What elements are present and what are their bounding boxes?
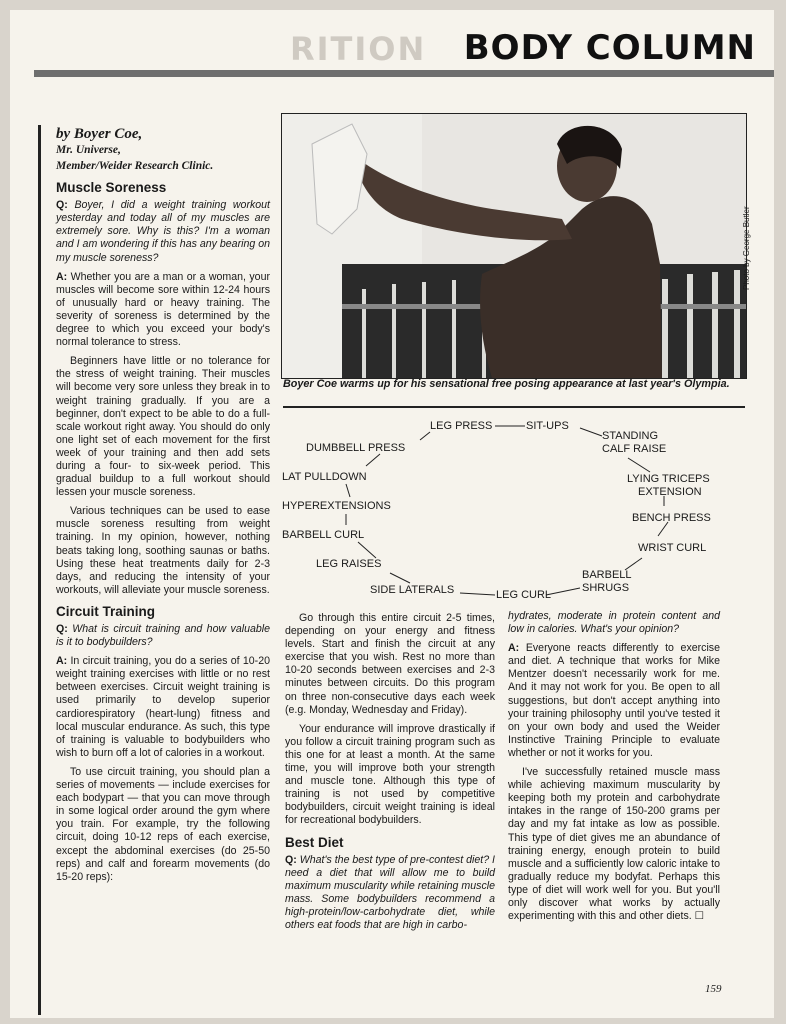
paragraph-beginners: Beginners have little or no tolerance for the stress of weight training. Their muscles will become very sore unless they break in to weight training gradually. If you are a beginner, don't expect to be able to do a full-scale workout right away. You should do only one light set of each movement for the first week of your training and then add sets during a four- to six-week period. This gradual buildup to a full workout should lessen your muscle soreness. [56,355,270,499]
question-text: What's the best type of pre-contest diet? I need a diet that will allow me to build maximum muscularity while retaining muscle mass. Some bodybuilders recommend a high-protein/low-carbohydrate diet, while others eat foods that are high in carbo- [285,853,495,932]
heading-best-diet: Best Diet [285,834,344,850]
boyer-coe-photo [281,113,747,379]
photo-credit: Photo by George Butler [742,206,751,290]
circuit-dumbbell-press: DUMBBELL PRESS [306,442,406,454]
column-1 [56,128,270,890]
author-byline: by Boyer Coe, [56,126,143,142]
paragraph-endurance: Your endurance will improve drastically if you follow a circuit training program such as this one for at least a month. At the same time, you will improve both your strength and muscle tone. Although this type of training is not used by competitive bodybuilders, circuit weight training is ideal for recreational bodybuilders. [285,722,495,827]
circuit-leg-raises: LEG RAISES [316,558,382,570]
paragraph-retained-muscle: I've successfully retained muscle mass while achieving maximum muscularity by keeping both my protein and carbohydrate intakes in the range of 150-200 grams per day and my fat intake as low as possible. This type of diet gives me an abundance of training energy, enough protein to build muscle and a sufficiently low caloric intake to gradually reduce my bodyfat. Perhaps this type of diet will work well for you. But you'll only discover what works by actually experimenting with this and other diets. ☐ [508,766,720,923]
circuit-sit-ups: SIT-UPS [526,420,569,432]
author-title-2: Member/Weider Research Clinic. [56,160,214,173]
answer-diet [508,642,720,760]
q-label: Q: [56,623,68,635]
page-number: 159 [705,983,722,995]
column-2 [285,612,495,938]
circuit-diagram [280,410,745,605]
ghost-heading: RITION [290,30,427,68]
circuit-leg-press: LEG PRESS [430,420,493,432]
answer-soreness [56,271,270,350]
a-label: A: [508,642,520,655]
circuit-barbell-shrugs-2: SHRUGS [582,582,630,594]
question-diet [285,854,495,933]
circuit-standing-calf-2: CALF RAISE [602,443,667,455]
answer-text: Everyone reacts differently to exercise and diet. A technique that works for Mike Mentzer doesn't necessarily work for me. And it may not work for you. Be open to all suggestions, but don't accept anything into your training philosophy until you've tested it on your own body and used the Weider Instinctive Training Principle to evaluate whether or not it works for you. [508,642,720,759]
circuit-side-laterals: SIDE LATERALS [370,584,455,596]
paragraph-use-circuit: To use circuit training, you should plan a series of movements — include exercises for each bodypart — that you can move through in some logical order around the gym where you train. For example, try the following circuit, doing 10-12 reps of each exercise, except the abdominal exercises (do 25-50 reps) and calf and forearm movements (do 15-20 reps): [56,765,270,883]
heading-circuit-training: Circuit Training [56,603,156,619]
circuit-lying-triceps-1: LYING TRICEPS [627,473,710,485]
circuit-lying-triceps-2: EXTENSION [638,486,702,498]
a-label: A: [56,270,68,283]
circuit-lat-pulldown: LAT PULLDOWN [282,471,367,483]
circuit-barbell-curl: BARBELL CURL [282,529,365,541]
photo-caption: Boyer Coe warms up for his sensational free posing appearance at last year's Olympia. [283,378,730,390]
circuit-standing-calf-1: STANDING [602,430,659,442]
caption-rule [283,406,745,408]
paragraph-techniques: Various techniques can be used to ease muscle soreness resulting from weight training. In my opinion, however, nothing beats taking long, soothing saunas or baths. Using these heat treatments daily for 2-3 days, and reducing the intensity of your workouts, will alleviate your muscle soreness. [56,505,270,596]
q-label: Q: [56,199,68,212]
paragraph-go-through: Go through this entire circuit 2-5 times, depending on your energy and fitness levels. Start and finish the circuit at any exercise that you wish. Rest no more than 10-20 seconds between exercises and 2-3 minutes between circuits. Do this program on three non-consecutive days each week (e.g. Monday, Wednesday and Friday). [285,612,495,716]
column-3 [508,610,720,929]
heading-muscle-soreness: Muscle Soreness [56,180,167,196]
circuit-hyperextensions: HYPEREXTENSIONS [282,500,391,512]
author-title-1: Mr. Universe, [56,144,121,157]
answer-text: Whether you are a man or a woman, your muscles will become sore within 12-24 hours of unusually hard or heavy training. The severity of soreness is determined by the degree to which you exceed your body's normal tolerance to stress. [56,270,270,349]
circuit-bench-press: BENCH PRESS [632,512,711,524]
question-circuit [56,623,270,649]
circuit-barbell-shrugs-1: BARBELL [582,569,632,581]
question-text: What is circuit training and how valuable is it to bodybuilders? [56,623,270,649]
q-label: Q: [285,853,297,866]
question-diet-continued: hydrates, moderate in protein content and low in calories. What's your opinion? [508,610,720,636]
answer-text: In circuit training, you do a series of 10-20 weight training exercises with little or no rest between exercises. Circuit weight training is used primarily to develop superior cardiorespiratory (heart-lung) fitness and local muscular endurance. As such, this type of training is valuable to bodybuilders who wish to burn off a lot of calories in a workout. [56,655,270,759]
answer-circuit [56,655,270,760]
question-text: Boyer, I did a weight training workout yesterday and today all of my muscles are extremely sore. Why is this? I'm a woman and I am wondering if this has any bearing on my muscle soreness? [56,199,270,264]
circuit-wrist-curl: WRIST CURL [638,542,707,554]
a-label: A: [56,655,68,668]
left-margin-rule [38,125,41,1015]
question-soreness [56,199,270,264]
photo-illustration [282,114,746,378]
header-rule [34,70,774,77]
column-title: BODY COLUMN [463,28,756,68]
circuit-leg-curl: LEG CURL [496,589,552,601]
